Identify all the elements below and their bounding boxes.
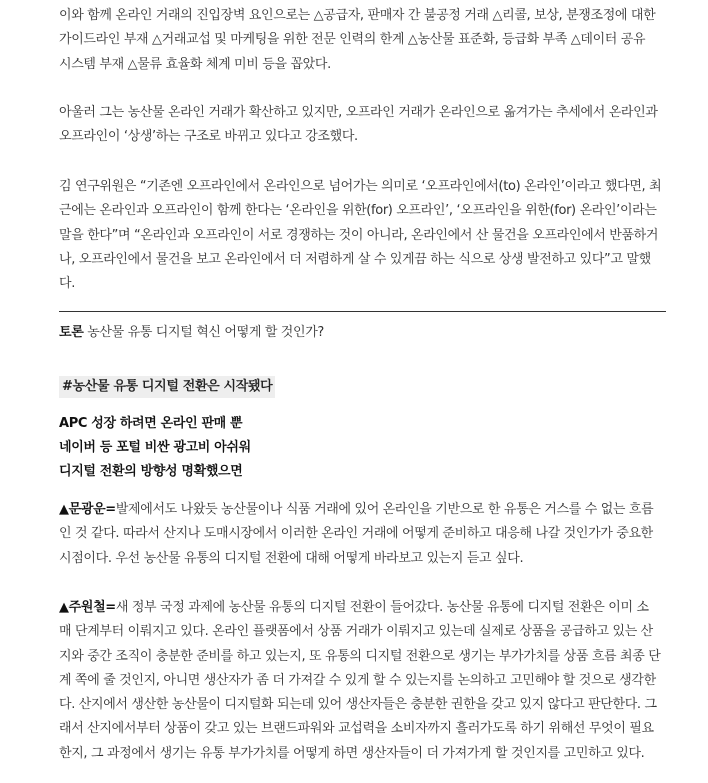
paragraph-quote — [59, 175, 667, 296]
forum-heading — [59, 322, 324, 344]
text-line: 다. 산지에서 생산한 농산물이 디지털화 되는데 있어 생산자들은 충분한 권한을 갖고 있지 않다고 판단한다. 그 — [59, 697, 657, 713]
speaker-name: ▲주원철= — [59, 600, 116, 615]
text-line: 오프라인이 ‘상생’하는 구조로 바뀌고 있다고 강조했다. — [59, 129, 358, 145]
text-line: 근에는 온라인과 오프라인이 함께 한다는 ‘온라인을 위한(for) 오프라인’, ‘오프라인을 위한(for) 온라인’이라는 — [59, 203, 657, 219]
section-divider — [59, 311, 666, 312]
text-line: 한지, 그 과정에서 생기는 유통 부가가치를 어떻게 하면 생산자들이 더 가져가게 할 것인지를 고민하고 있다. — [59, 745, 645, 761]
speaker-name: ▲문광운= — [59, 502, 116, 517]
text-line: 다. — [59, 276, 75, 292]
hashtag-heading: #농산물 유통 디지털 전환은 시작됐다 — [59, 376, 275, 398]
text-line: 가이드라인 부재 △거래교섭 및 마케팅을 위한 전문 인력의 한계 △농산물 표준화, 등급화 부족 △데이터 공유 — [59, 32, 646, 48]
paragraph-entry-barriers — [59, 4, 667, 77]
text-line: 래서 산지에서부터 상품이 갖고 있는 브랜드파워와 교섭력을 소비자까지 흘러가도록 하기 위해선 무엇이 필요 — [59, 721, 654, 737]
text-line: 계 쪽에 줄 것인지, 아니면 생산자가 좀 더 가져갈 수 있게 할 수 있는지를 논의하고 고민해야 할 것으로 생각한 — [59, 672, 656, 688]
text-line: 나, 오프라인에서 물건을 보고 온라인에서 더 저렴하게 살 수 있게끔 하는 식으로 상생 발전하고 있다”고 말했 — [59, 251, 651, 267]
paragraph-coexistence — [59, 101, 667, 150]
forum-label: 토론 — [59, 325, 84, 340]
text-line: 아울러 그는 농산물 온라인 거래가 확산하고 있지만, 오프라인 거래가 온라인으로 옮겨가는 추세에서 온라인과 — [59, 105, 658, 120]
text-line: 매 단계부터 이뤄지고 있다. 온라인 플랫폼에서 상품 거래가 이뤄지고 있는데 실제로 상품을 공급하고 있는 산 — [59, 624, 653, 640]
text-line: 시스템 부재 △물류 효율화 체계 미비 등을 꼽았다. — [59, 56, 331, 72]
forum-title: 농산물 유통 디지털 혁신 어떻게 할 것인가? — [83, 325, 324, 340]
subheading: 디지털 전환의 방향성 명확했으면 — [59, 464, 243, 479]
statement-text: 발제에서도 나왔듯 농산물이나 식품 거래에 있어 온라인을 기반으로 한 유통은 거스를 수 없는 흐름 — [115, 502, 654, 517]
text-line — [59, 498, 667, 522]
text-line: 말을 한다”며 “온라인과 오프라인이 서로 경쟁하는 것이 아니라, 온라인에서 산 물건을 오프라인에서 반품하거 — [59, 227, 659, 243]
text-line: 시점이다. 우선 농산물 유통의 디지털 전환에 대해 어떻게 바라보고 있는지 듣고 싶다. — [59, 550, 524, 566]
statement-moon — [59, 498, 667, 571]
text-line: 인 것 같다. 따라서 산지나 도매시장에서 이러한 온라인 거래에 어떻게 준비하고 대응해 나갈 것인가가 중요한 — [59, 526, 653, 542]
statement-joo — [59, 596, 667, 766]
text-line: 지와 중간 조직이 충분한 준비를 하고 있는지, 또 유통의 디지털 전환으로 생기는 부가가치를 상품 흐름 최종 단 — [59, 648, 661, 664]
text-line — [59, 596, 667, 620]
subheading: APC 성장 하려면 온라인 판매 뿐 — [59, 416, 243, 431]
statement-text: 새 정부 국정 과제에 농산물 유통의 디지털 전환이 들어갔다. 농산물 유통에 디지털 전환은 이미 소 — [115, 600, 649, 615]
text-line: 김 연구위원은 “기존엔 오프라인에서 온라인으로 넘어가는 의미로 ‘오프라인에서(to) 온라인’이라고 했다면, 최 — [59, 179, 662, 194]
subheading: 네이버 등 포털 비싼 광고비 아쉬워 — [59, 440, 251, 455]
text-line: 이와 함께 온라인 거래의 진입장벽 요인으로는 △공급자, 판매자 간 불공정 거래 △리콜, 보상, 분쟁조정에 대한 — [59, 8, 656, 23]
subheading-list — [59, 412, 251, 484]
